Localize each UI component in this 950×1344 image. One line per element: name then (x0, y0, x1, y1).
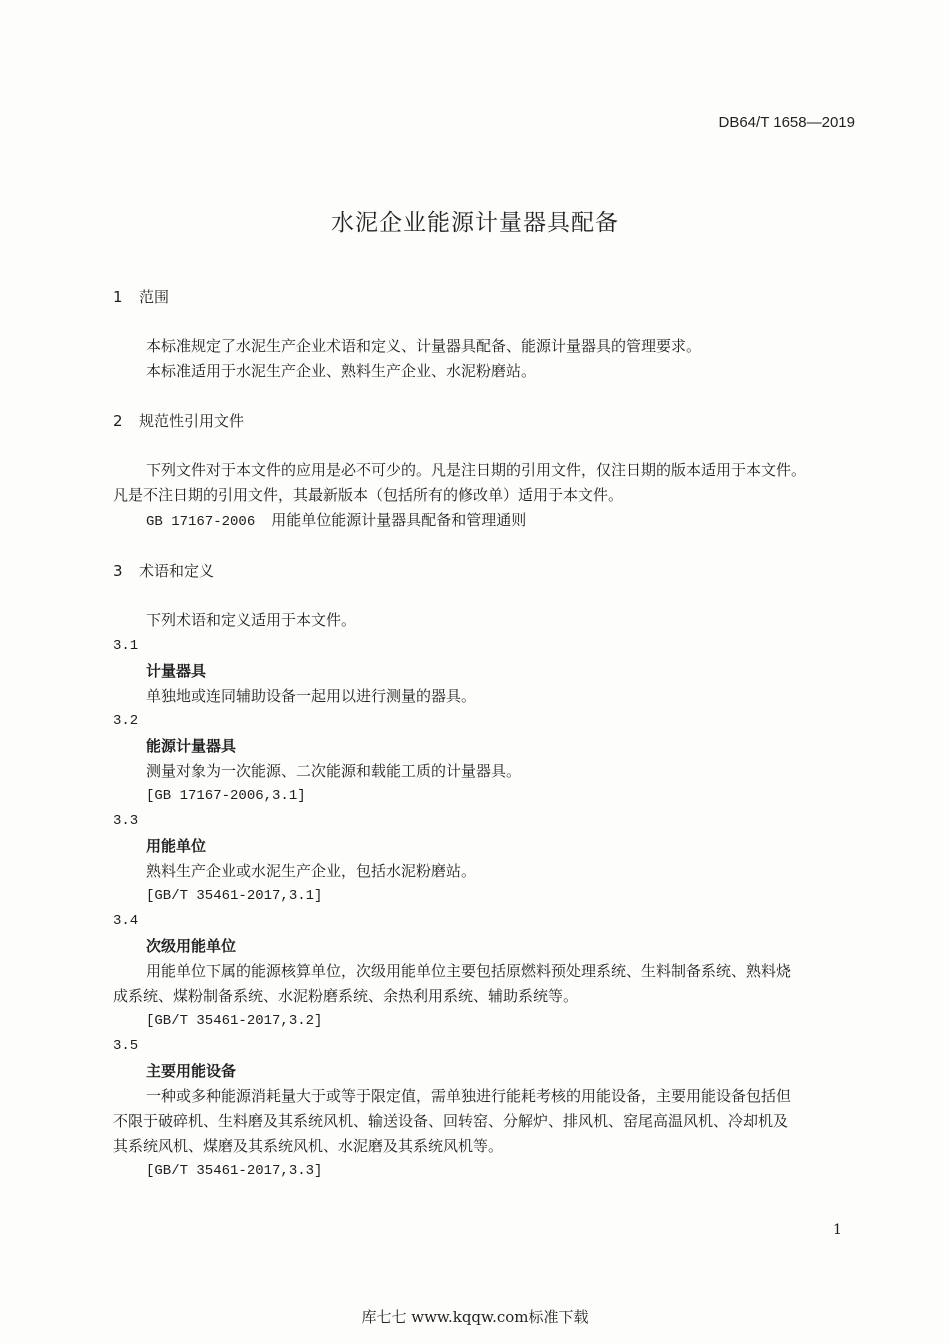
term-source: [GB/T 35461-2017,3.2] (146, 1013, 323, 1029)
section-1-heading (113, 286, 169, 308)
term-definition: 测量对象为一次能源、二次能源和载能工质的计量器具。 (146, 762, 522, 780)
section-2-paragraph-line-1: 下列文件对于本文件的应用是必不可少的。凡是注日期的引用文件，仅注日期的版本适用于本文件。 (146, 461, 807, 479)
term-definition-line-2: 成系统、煤粉制备系统、水泥粉磨系统、余热利用系统、辅助系统等。 (113, 987, 579, 1005)
term-definition-line-1: 用能单位下属的能源核算单位，次级用能单位主要包括原燃料预处理系统、生料制备系统、熟料烧 (146, 962, 792, 980)
section-1-paragraph-2: 本标准适用于水泥生产企业、熟料生产企业、水泥粉磨站。 (146, 362, 537, 380)
term-definition-line-3: 其系统风机、煤磨及其系统风机、水泥磨及其系统风机等。 (113, 1137, 504, 1155)
section-3-intro: 下列术语和定义适用于本文件。 (146, 611, 357, 629)
section-2-paragraph-line-2: 凡是不注日期的引用文件，其最新版本（包括所有的修改单）适用于本文件。 (113, 486, 624, 504)
section-number: 1 (113, 288, 123, 306)
term-name: 计量器具 (146, 662, 207, 680)
term-definition: 熟料生产企业或水泥生产企业，包括水泥粉磨站。 (146, 862, 477, 880)
term-name: 次级用能单位 (146, 937, 237, 955)
section-title: 术语和定义 (139, 562, 215, 580)
term-name: 主要用能设备 (146, 1062, 237, 1080)
term-number: 3.2 (113, 713, 139, 729)
term-definition-line-1: 一种或多种能源消耗量大于或等于限定值，需单独进行能耗考核的用能设备，主要用能设备包括但 (146, 1087, 792, 1105)
term-source: [GB/T 35461-2017,3.3] (146, 1163, 323, 1179)
section-2-heading (113, 410, 244, 432)
section-number: 3 (113, 562, 123, 580)
section-title: 规范性引用文件 (139, 412, 245, 430)
section-title: 范围 (139, 288, 170, 306)
page-number: 1 (833, 1222, 842, 1238)
section-1-paragraph-1: 本标准规定了水泥生产企业术语和定义、计量器具配备、能源计量器具的管理要求。 (146, 337, 702, 355)
term-number: 3.3 (113, 813, 139, 829)
term-number: 3.1 (113, 638, 139, 654)
section-number: 2 (113, 412, 123, 430)
document-title: 水泥企业能源计量器具配备 (331, 210, 619, 236)
footer-watermark: 库七七 www.kqqw.com标准下载 (361, 1308, 589, 1326)
section-3-heading (113, 560, 214, 582)
term-definition: 单独地或连同辅助设备一起用以进行测量的器具。 (146, 687, 477, 705)
term-number: 3.4 (113, 913, 139, 929)
term-source: [GB/T 35461-2017,3.1] (146, 888, 323, 904)
term-name: 用能单位 (146, 837, 207, 855)
term-number: 3.5 (113, 1038, 139, 1054)
reference-title: 用能单位能源计量器具配备和管理通则 (271, 511, 527, 529)
reference-code: GB 17167-2006 (146, 514, 256, 530)
document-number: DB64/T 1658—2019 (718, 114, 855, 131)
term-definition-line-2: 不限于破碎机、生料磨及其系统风机、输送设备、回转窑、分解炉、排风机、窑尾高温风机、冷却机及 (113, 1112, 789, 1130)
term-source: [GB 17167-2006,3.1] (146, 788, 306, 804)
term-name: 能源计量器具 (146, 737, 237, 755)
normative-reference (146, 509, 526, 533)
